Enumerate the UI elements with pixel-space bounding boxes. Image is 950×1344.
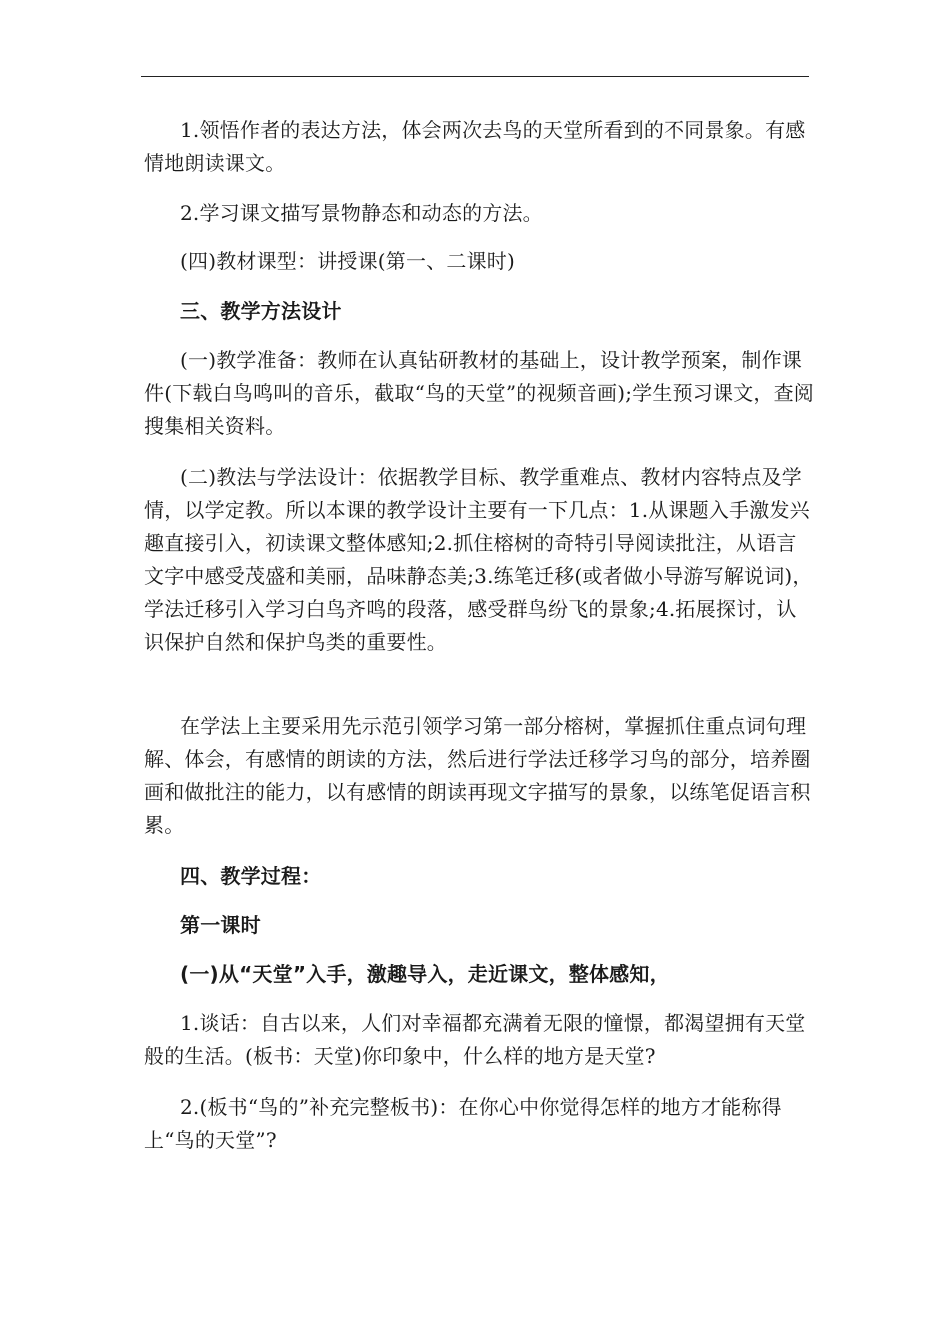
method-design: (二)教法与学法设计：依据教学目标、教学重难点、教材内容特点及学情，以学定教。所以本课的教学设计主要有一下几点：1.从课题入手激发兴趣直接引入，初读课文整体感知;2.抓住榕树的奇特引导阅读批注，从语言文字中感受茂盛和美丽，品味静态美;3.练笔迁移(或者做小导游写解说词)，学法迁移引入学习白鸟齐鸣的段落，感受群鸟纷飞的景象;4.拓展探讨，认识保护自然和保护鸟类的重要性。 <box>144 465 813 654</box>
step-blackboard: 2.(板书“鸟的”补充完整板书)：在你心中你觉得怎样的地方才能称得上“鸟的天堂”? <box>144 1095 782 1152</box>
header-rule <box>141 76 809 77</box>
section-heading-methods: 三、教学方法设计 <box>180 299 342 323</box>
course-type: (四)教材课型：讲授课(第一、二课时) <box>180 249 516 273</box>
lesson-one-heading: 第一课时 <box>180 913 261 937</box>
objective-2: 2.学习课文描写景物静态和动态的方法。 <box>180 201 543 225</box>
step-one-heading: (一)从“天堂”入手，激趣导入，走近课文，整体感知， <box>180 962 670 986</box>
step-talk: 1.谈话：自古以来，人们对幸福都充满着无限的憧憬，都渴望拥有天堂般的生活。(板书：天堂)你印象中，什么样的地方是天堂? <box>144 1011 806 1068</box>
objective-1: 1.领悟作者的表达方法，体会两次去鸟的天堂所看到的不同景象。有感情地朗读课文。 <box>144 118 806 175</box>
section-heading-process: 四、教学过程： <box>180 864 322 888</box>
learning-method: 在学法上主要采用先示范引领学习第一部分榕树，掌握抓住重点词句理解、体会，有感情的朗读的方法，然后进行学法迁移学习鸟的部分，培养圈画和做批注的能力，以有感情的朗读再现文字描写的景象，以练笔促语言积累。 <box>144 714 811 837</box>
teaching-preparation: (一)教学准备：教师在认真钻研教材的基础上，设计教学预案，制作课件(下载白鸟鸣叫的音乐，截取“鸟的天堂”的视频音画);学生预习课文，查阅搜集相关资料。 <box>144 348 814 438</box>
